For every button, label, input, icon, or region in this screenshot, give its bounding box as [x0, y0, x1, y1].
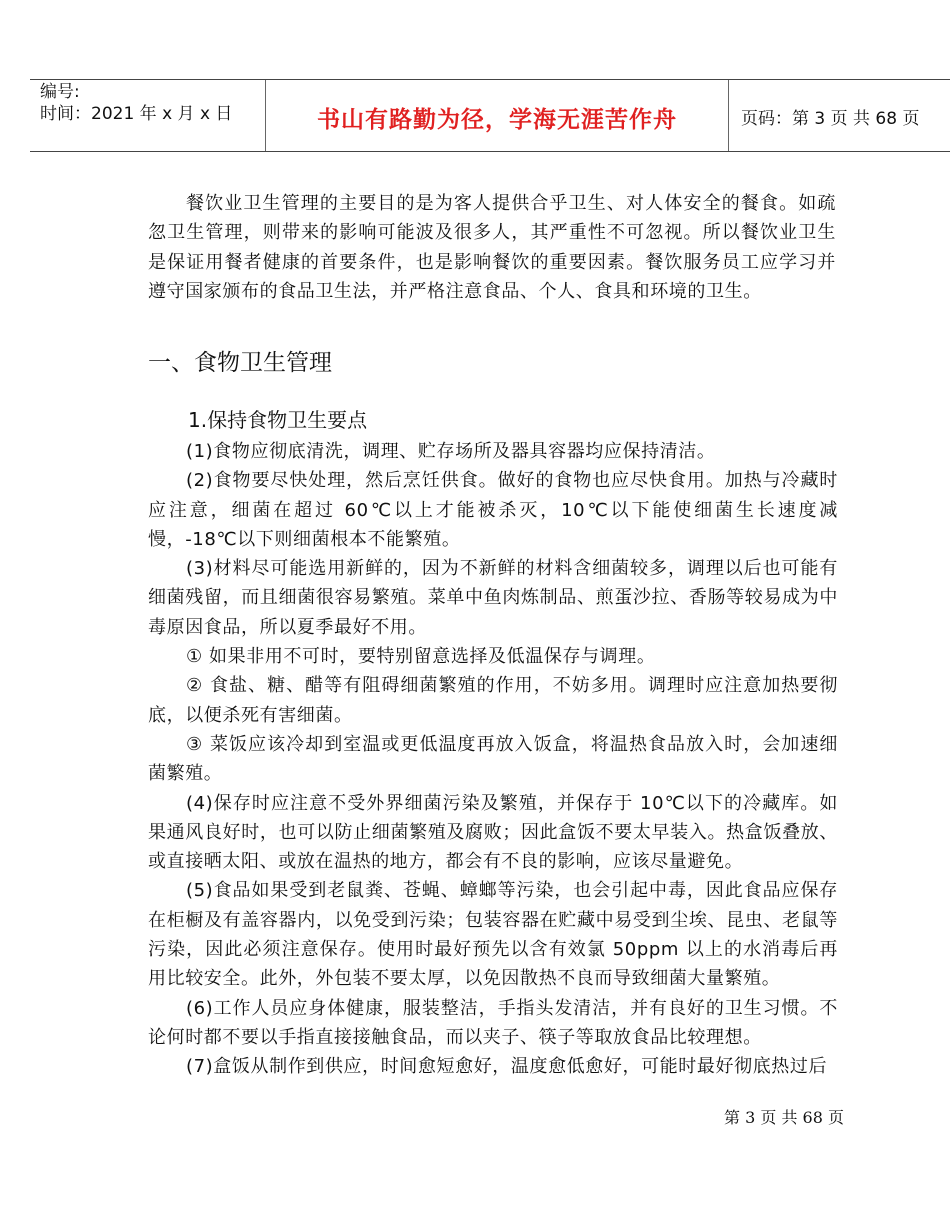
body-paragraph: ① 如果非用不可时，要特别留意选择及低温保存与调理。	[186, 646, 656, 668]
intro-paragraph: 餐饮业卫生管理的主要目的是为客人提供合乎卫生、对人体安全的餐食。如疏忽卫生管理，则带来的影响可能波及很多人，其严重性不可忽视。所以餐饮业卫生是保证用餐者健康的首要条件，也是影响餐饮的重要因素。餐饮服务员工应学习并遵守国家颁布的食品卫生法，并严格注意食品、个人、食具和环境的卫生。	[148, 193, 836, 303]
header-page-info: 页码：第 3 页 共 68 页	[741, 109, 920, 129]
body-paragraph: (7)盒饭从制作到供应，时间愈短愈好，温度愈低愈好，可能时最好彻底热过后	[186, 1056, 828, 1078]
section-title: 一、食物卫生管理	[148, 350, 332, 376]
header-info-cell	[30, 80, 266, 151]
page-header	[30, 79, 950, 152]
document-number-label: 编号:	[40, 82, 80, 102]
header-page-cell	[729, 80, 950, 151]
intro-block	[148, 189, 836, 307]
body-paragraph: (4)保存时应注意不受外界细菌污染及繁殖，并保存于 10℃以下的冷藏库。如果通风良好时，也可以防止细菌繁殖及腐败；因此盒饭不要太早装入。热盒饭叠放、或直接晒太阳、或放在温热的地方，都会有不良的影响，应该尽量避免。	[148, 792, 838, 873]
body-paragraph: (2)食物要尽快处理，然后烹饪供食。做好的食物也应尽快食用。加热与冷藏时应注意，细菌在超过 60℃以上才能被杀灭，10℃以下能使细菌生长速度减慢，-18℃以下则细菌根本不能繁殖。	[148, 470, 838, 550]
body-block	[148, 437, 838, 1082]
body-paragraph: ② 食盐、糖、醋等有阻碍细菌繁殖的作用，不妨多用。调理时应注意加热要彻底，以便杀死有害细菌。	[148, 675, 838, 726]
subsection-title: 1.保持食物卫生要点	[188, 408, 368, 432]
body-paragraph: (3)材料尽可能选用新鲜的，因为不新鲜的材料含细菌较多，调理以后也可能有细菌残留，而且细菌很容易繁殖。菜单中鱼肉炼制品、煎蛋沙拉、香肠等较易成为中毒原因食品，所以夏季最好不用。	[148, 558, 838, 638]
body-paragraph: ③ 菜饭应该冷却到室温或更低温度再放入饭盒，将温热食品放入时，会加速细菌繁殖。	[148, 733, 838, 785]
body-paragraph: (6)工作人员应身体健康，服装整洁，手指头发清洁，并有良好的卫生习惯。不论何时都不要以手指直接接触食品，而以夹子、筷子等取放食品比较理想。	[148, 997, 838, 1048]
document-time-label: 时间：2021 年 x 月 x 日	[40, 104, 233, 124]
body-paragraph: (1)食物应彻底清洗，调理、贮存场所及器具容器均应保持清洁。	[186, 441, 716, 462]
page-footer: 第 3 页 共 68 页	[724, 1108, 844, 1127]
body-paragraph: (5)食品如果受到老鼠粪、苍蝇、蟑螂等污染，也会引起中毒，因此食品应保存在柜橱及有盖容器内，以免受到污染；包装容器在贮藏中易受到尘埃、昆虫、老鼠等污染，因此必须注意保存。使用时最好预先以含有效氯 50ppm 以上的水消毒后再用比较安全。此外，外包装不要太厚，以免因散热不良而导致细菌大量繁殖。	[148, 880, 838, 990]
header-motto-cell	[266, 80, 729, 151]
header-motto: 书山有路勤为径，学海无涯苦作舟	[317, 107, 677, 133]
